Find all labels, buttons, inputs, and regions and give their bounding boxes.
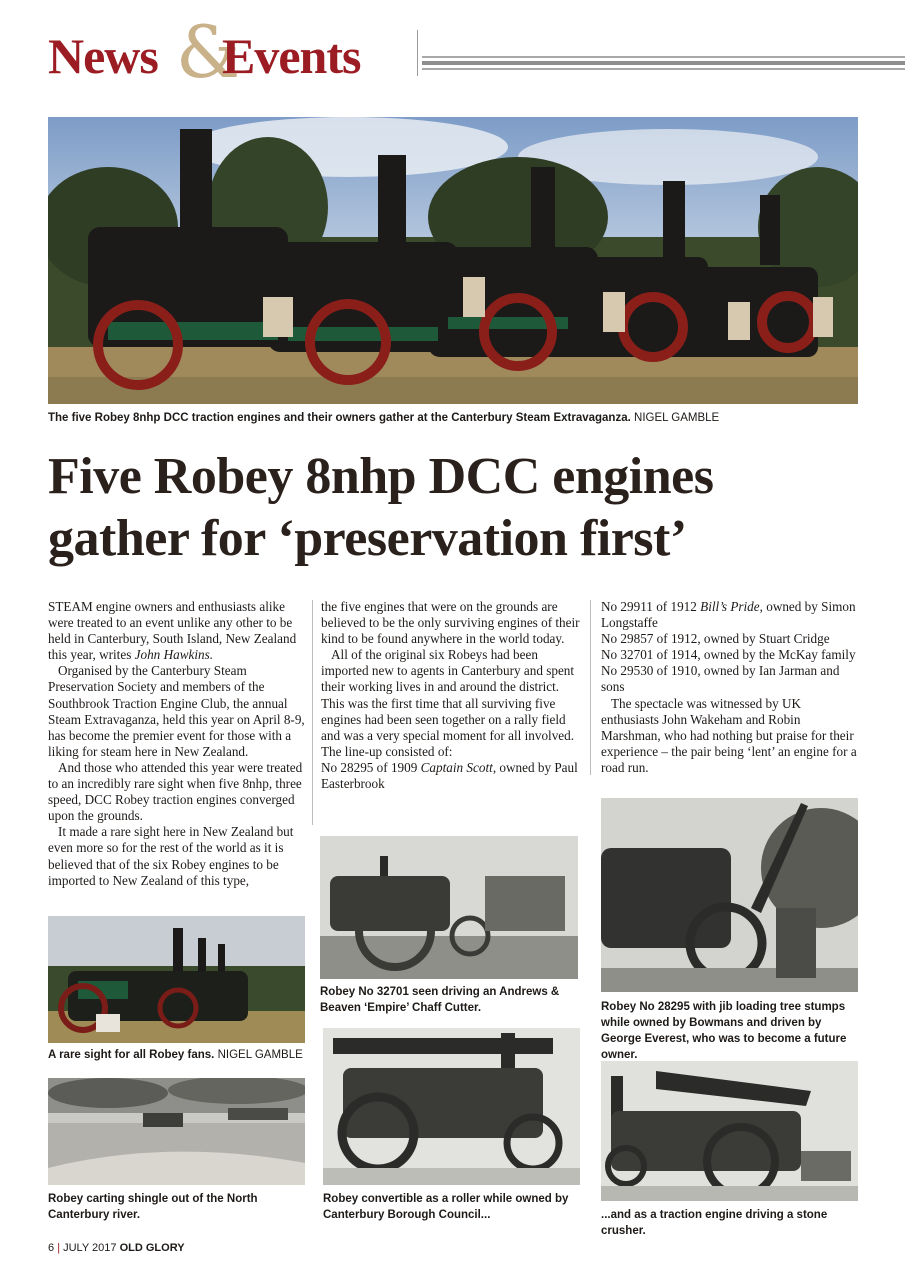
paragraph-text-after: , owned by Paul Easterbrook: [321, 759, 578, 792]
paragraph-text: the five engines that were on the grounds are believed to be the only surviving engines of their kind to be found anywhere in the world today.: [321, 599, 580, 647]
caption-rare-sight-credit: NIGEL GAMBLE: [217, 1049, 303, 1061]
column-rule-1: [312, 600, 313, 825]
photo-chaff-cutter: [320, 836, 578, 979]
hero-caption-text: The five Robey 8nhp DCC traction engines and their owners gather at the Canterbury Steam Extravaganza.: [48, 412, 631, 424]
masthead-logo: [48, 10, 408, 94]
magazine-name: OLD GLORY: [119, 1242, 185, 1254]
article-paragraph: [601, 631, 859, 647]
hero-caption-credit: NIGEL GAMBLE: [634, 412, 720, 424]
column-rule-2: [590, 600, 591, 775]
article-column-1: [48, 599, 306, 889]
caption-chaff-cutter: Robey No 32701 seen driving an Andrews & Beaven ‘Empire’ Chaff Cutter.: [320, 986, 560, 1014]
article-paragraph: [321, 599, 581, 647]
paragraph-text: The spectacle was witnessed by UK enthusiasts John Wakeham and Robin Marshman, who had nothing but praise for their experience – the pair being ‘lent’ an engine for a road run.: [601, 695, 857, 775]
photo-rare-sight: [48, 916, 305, 1043]
paragraph-text: Organised by the Canterbury Steam Preservation Society and members of the Southbrook Traction Engine Club, the annual Steam Extravaganza, held this year on April 8-9, has become the premier event for those with a liking for steam here in New Zealand.: [48, 663, 305, 759]
article-paragraph: [601, 696, 859, 776]
article-column-2: [321, 599, 581, 792]
article-column-3: [601, 599, 859, 776]
article-paragraph: [601, 663, 859, 695]
article-headline: [48, 446, 868, 570]
article-paragraph: [48, 824, 306, 888]
paragraph-text: No 32701 of 1914, owned by the McKay family: [601, 647, 856, 663]
article-paragraph: [321, 744, 581, 760]
photo-roller: [323, 1028, 580, 1185]
issue-date: JULY 2017: [63, 1242, 117, 1254]
caption-stone-crusher: ...and as a traction engine driving a stone crusher.: [601, 1209, 828, 1237]
paragraph-text: And those who attended this year were treated to an incredibly rare sight when five 8nhp, three speed, DCC Robey traction engines converged upon the grounds.: [48, 759, 303, 824]
paragraph-text: It made a rare sight here in New Zealand but even more so for the rest of the world as it is believed that of the six Robey engines to be imported to New Zealand of this type,: [48, 824, 294, 888]
photo-stone-crusher: [601, 1061, 858, 1201]
masthead-word-events: Events: [222, 28, 361, 84]
paragraph-text-after: , owned by Simon Longstaffe: [601, 599, 856, 631]
paragraph-italic: Captain Scott: [420, 759, 493, 775]
article-paragraph: [321, 647, 581, 744]
caption-roller: Robey convertible as a roller while owned by Canterbury Borough Council...: [323, 1193, 569, 1221]
caption-shingle: Robey carting shingle out of the North Canterbury river.: [48, 1193, 258, 1221]
article-paragraph: [48, 760, 306, 824]
paragraph-text: All of the original six Robeys had been imported new to agents in Canterbury and spent their working lives in and around the district. This was the first time that all surviving five engines had been seen together on a rally field and was a very special moment for all involved.: [321, 647, 575, 743]
paragraph-italic: John Hawkins.: [134, 647, 214, 663]
paragraph-text: No 29530 of 1910, owned by Ian Jarman and sons: [601, 663, 840, 695]
article-paragraph: [48, 599, 306, 663]
photo-jib: [601, 798, 858, 992]
caption-jib: Robey No 28295 with jib loading tree stumps while owned by Bowmans and driven by George Everest, who was to become a future owner.: [601, 1001, 847, 1061]
masthead-rules: [422, 56, 905, 72]
page-number: 6: [48, 1242, 55, 1254]
paragraph-text: No 29911 of 1912: [601, 599, 701, 614]
masthead-word-news: News: [48, 28, 158, 84]
photo-shingle: [48, 1078, 305, 1185]
headline-line-2: gather for ‘preservation first’: [48, 510, 687, 567]
masthead-divider: [417, 30, 418, 76]
hero-photo: [48, 117, 858, 404]
paragraph-text: No 29857 of 1912, owned by Stuart Cridge: [601, 631, 830, 647]
hero-caption: [48, 410, 858, 426]
article-paragraph: [48, 663, 306, 760]
article-paragraph: [601, 599, 859, 631]
article-paragraph: [601, 647, 859, 663]
paragraph-text: STEAM engine owners and enthusiasts alike were treated to an event unlike any other to be held in Canterbury, South Island, New Zealand this year, writes: [48, 599, 297, 663]
article-paragraph: [321, 760, 581, 792]
caption-rare-sight: [48, 1047, 305, 1063]
caption-rare-sight-text: A rare sight for all Robey fans.: [48, 1049, 215, 1061]
paragraph-text: The line-up consisted of:: [321, 743, 453, 759]
headline-line-1: Five Robey 8nhp DCC engines: [48, 448, 714, 505]
paragraph-text: No 28295 of 1909: [321, 759, 421, 775]
masthead-ampersand: &: [176, 10, 241, 94]
footer-separator: |: [57, 1242, 61, 1254]
paragraph-italic: Bill’s Pride: [700, 599, 760, 614]
page-footer: [48, 1242, 185, 1254]
